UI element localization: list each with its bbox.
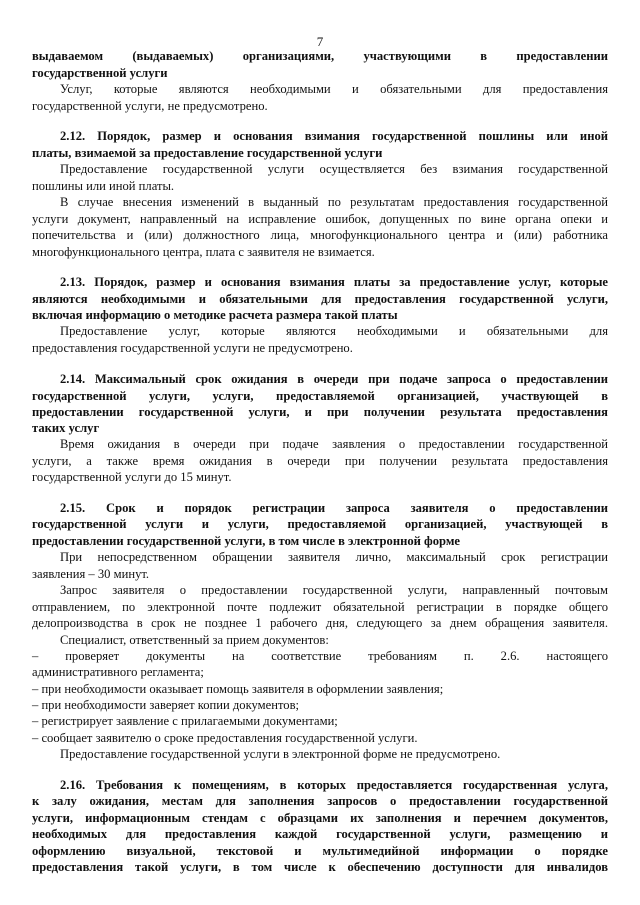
section-heading-line: 2.12. Порядок, размер и основания взимания государственной пошлины или иной [60, 129, 608, 143]
paragraph-line: услуги документ, направленный на исправление ошибок, допущенных по вине органа опеки и [32, 212, 608, 226]
paragraph-line: – регистрирует заявление с прилагаемыми документами; [32, 714, 338, 728]
paragraph-line: отправлением, по электронной почте подлежит обязательной регистрации в порядке общего [32, 600, 608, 614]
paragraph-line: предоставления государственной услуги не предусмотрено. [32, 341, 353, 355]
section-heading-line: платы, взимаемой за предоставление государственной услуги [32, 146, 383, 160]
section-heading-line: 2.16. Требования к помещениям, в которых предоставляется государственная услуга, [60, 778, 608, 792]
paragraph-line: – при необходимости оказывает помощь заявителя в оформлении заявления; [32, 682, 444, 696]
section-heading-line: необходимых для предоставления каждой государственной услуги, размещению и [32, 827, 608, 841]
section-heading-line: включая информацию о методике расчета размера такой платы [32, 308, 398, 322]
paragraph-line: Время ожидания в очереди при подаче заявления о предоставлении государственной [60, 437, 608, 451]
paragraph-line: Предоставление государственной услуги в электронной форме не предусмотрено. [60, 747, 501, 761]
paragraph-line: Запрос заявителя о предоставлении государственной услуги, направленный почтовым [60, 583, 608, 597]
section-heading-line: 2.14. Максимальный срок ожидания в очереди при подаче запроса о предоставлении [60, 372, 608, 386]
section-heading-line: выдаваемом (выдаваемых) организациями, участвующими в предоставлении [32, 49, 608, 63]
paragraph-line: заявления – 30 минут. [32, 567, 150, 581]
paragraph-line: Предоставление государственной услуги осуществляется без взимания государственной [60, 162, 608, 176]
section-heading-line: государственной услуги и услуги, предоставляемой организацией, участвующей в [32, 517, 608, 531]
section-heading-line: 2.13. Порядок, размер и основания взимания платы за предоставление услуг, которые [60, 275, 608, 289]
paragraph-line: услуги, а также время ожидания в очереди при получении результата предоставления [32, 454, 608, 468]
section-heading-line: к залу ожидания, местам для заполнения запросов о предоставлении государственной [32, 794, 608, 808]
section-heading-line: предоставлении государственной услуги, и при получении результата предоставления [32, 405, 608, 419]
paragraph-line: Услуг, которые являются необходимыми и обязательными для предоставления [60, 82, 608, 96]
page-number: 7 [316, 34, 324, 49]
section-heading-line: государственной услуги [32, 66, 168, 80]
paragraph-line: – проверяет документы на соответствие требованиям п. 2.6. настоящего [32, 649, 608, 663]
paragraph-line: Специалист, ответственный за прием документов: [60, 633, 329, 647]
paragraph-line: пошлины или иной платы. [32, 179, 175, 193]
section-heading-line: услуги, информационным стендам с образцами их заполнения и перечнем документов, [32, 811, 608, 825]
section-heading-line: таких услуг [32, 421, 100, 435]
paragraph-line: В случае внесения изменений в выданный по результатам предоставления государственной [60, 195, 608, 209]
paragraph-line: административного регламента; [32, 665, 204, 679]
section-heading-line: предоставления такой услуги, в том числе к обеспечению доступности для инвалидов [32, 860, 608, 874]
paragraph-line: – при необходимости заверяет копии документов; [32, 698, 300, 712]
paragraph-line: многофункционального центра, плата с заявителя не взимается. [32, 245, 375, 259]
section-heading-line: оформлению визуальной, текстовой и мультимедийной информации о порядке [32, 844, 608, 858]
paragraph-line: – сообщает заявителю о сроке предоставления государственной услуги. [32, 731, 418, 745]
paragraph-line: делопроизводства в срок не позднее 1 рабочего дня, следующего за днем обращения заявителя. [32, 616, 608, 630]
section-heading-line: являются необходимыми и обязательными для предоставления государственной услуги, [32, 292, 608, 306]
paragraph-line: попечительства и (или) должностного лица, многофункционального центра и (или) работника [32, 228, 608, 242]
section-heading-line: предоставлении государственной услуги, в том числе в электронной форме [32, 534, 461, 548]
paragraph-line: государственной услуги, не предусмотрено. [32, 99, 268, 113]
paragraph-line: государственной услуги до 15 минут. [32, 470, 232, 484]
section-heading-line: 2.15. Срок и порядок регистрации запроса заявителя о предоставлении [60, 501, 608, 515]
section-heading-line: государственной услуги, услуги, предоставляемой организацией, участвующей в [32, 389, 608, 403]
paragraph-line: Предоставление услуг, которые являются необходимыми и обязательными для [60, 324, 608, 338]
paragraph-line: При непосредственном обращении заявителя лично, максимальный срок регистрации [60, 550, 608, 564]
